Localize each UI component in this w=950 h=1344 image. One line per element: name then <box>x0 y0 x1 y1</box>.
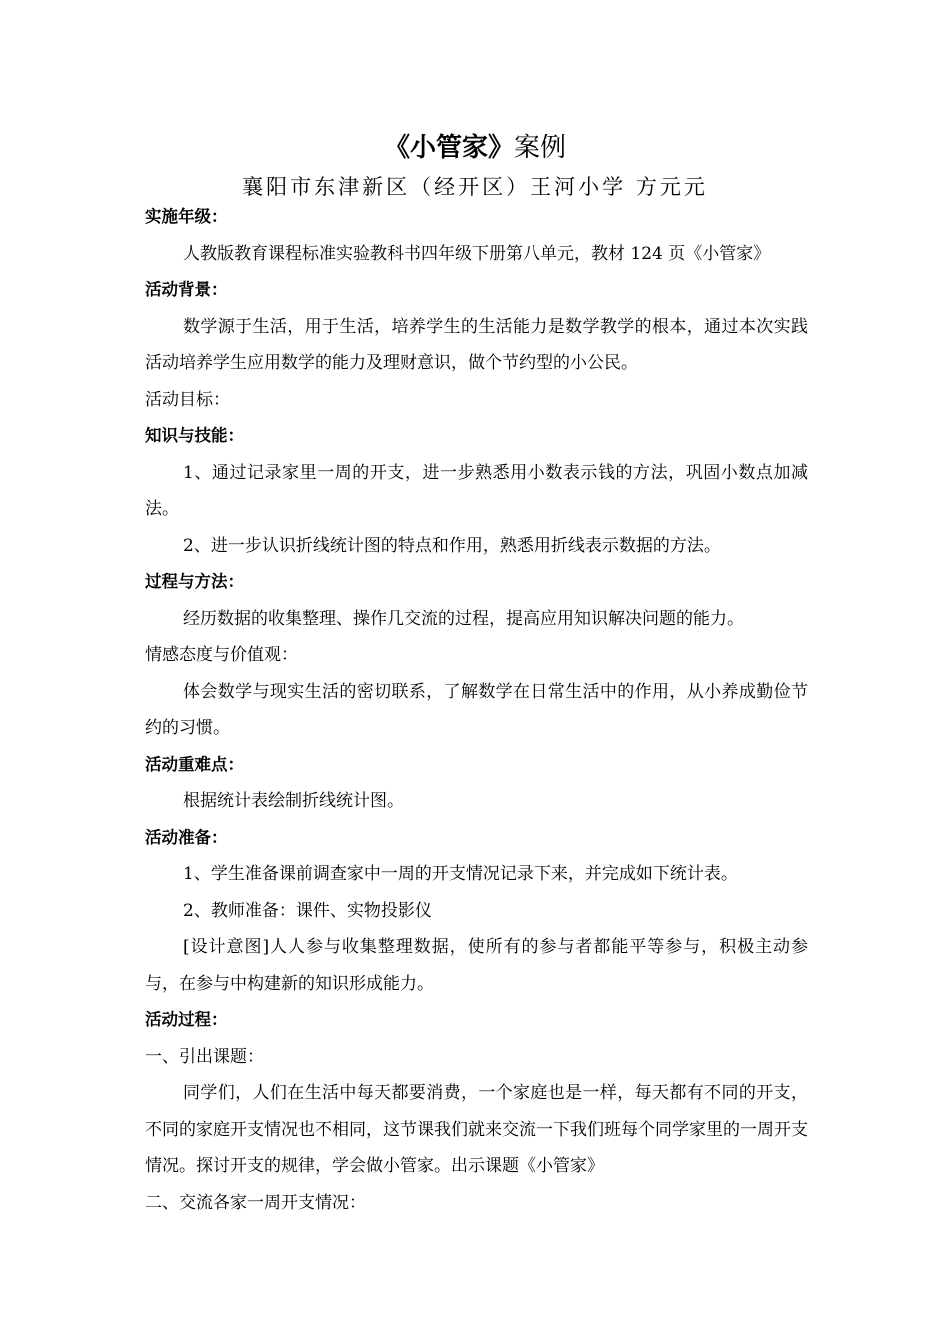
paragraph-background: 数学源于生活，用于生活，培养学生的生活能力是数学教学的根本，通过本次实践活动培养学生应用数学的能力及理财意识，做个节约型的小公民。 <box>145 316 808 373</box>
document-body <box>145 199 808 1221</box>
document-title <box>0 128 950 168</box>
section-heading-activity-process: 活动过程： <box>145 1010 228 1029</box>
title-bold-part: 《小管家》 <box>383 133 514 163</box>
paragraph-design-intent: [设计意图]人人参与收集整理数据，使所有的参与者都能平等参与，积极主动参与，在参与中构建新的知识形成能力。 <box>145 937 808 994</box>
section-heading-preparation: 活动准备： <box>145 827 228 847</box>
paragraph-key-points: 根据统计表绘制折线统计图。 <box>183 791 404 811</box>
paragraph-grade: 人教版教育课程标准实验教科书四年级下册第八单元，教材 124 页《小管家》 <box>183 243 771 264</box>
paragraph-knowledge-1: 1、通过记录家里一周的开支，进一步熟悉用小数表示钱的方法，巩固小数点加减法。 <box>145 462 808 519</box>
paragraph-preparation-2: 2、教师准备：课件、实物投影仪 <box>183 900 432 921</box>
author-line: 襄阳市东津新区（经开区）王河小学 方元元 <box>242 175 708 199</box>
section-heading-background: 活动背景： <box>145 280 228 299</box>
section-label-intro: 一、引出课题： <box>145 1046 264 1067</box>
paragraph-intro: 同学们，人们在生活中每天都要消费，一个家庭也是一样，每天都有不同的开支，不同的家庭开支情况也不相同，这节课我们就来交流一下我们班每个同学家里的一周开支情况。探讨开支的规律，学会做小管家。出示课题《小管家》 <box>145 1083 808 1176</box>
section-heading-key-points: 活动重难点： <box>145 754 244 774</box>
section-heading-knowledge: 知识与技能： <box>145 426 244 445</box>
paragraph-knowledge-2: 2、进一步认识折线统计图的特点和作用，熟悉用折线表示数据的方法。 <box>183 535 721 556</box>
section-label-goals: 活动目标： <box>145 389 230 410</box>
section-heading-process: 过程与方法： <box>145 572 244 591</box>
paragraph-preparation-1: 1、学生准备课前调查家中一周的开支情况记录下来，并完成如下统计表。 <box>183 864 738 884</box>
title-rest-part: 案例 <box>514 133 567 163</box>
paragraph-process: 经历数据的收集整理、操作几交流的过程，提高应用知识解决问题的能力。 <box>183 608 744 629</box>
section-heading-grade: 实施年级： <box>145 207 228 226</box>
section-label-attitude: 情感态度与价值观： <box>145 645 298 665</box>
section-label-exchange: 二、交流各家一周开支情况： <box>145 1192 366 1213</box>
paragraph-attitude: 体会数学与现实生活的密切联系，了解数学在日常生活中的作用，从小养成勤俭节约的习惯。 <box>145 681 808 738</box>
